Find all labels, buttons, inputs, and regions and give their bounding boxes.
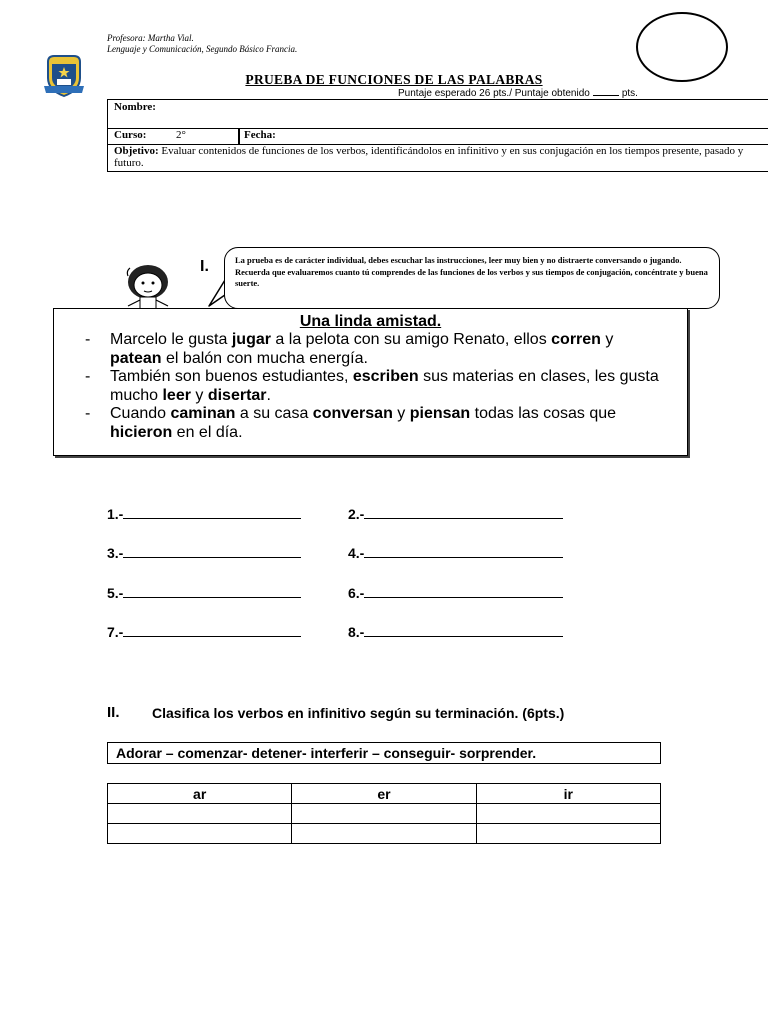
column-er: er xyxy=(292,784,476,804)
answer-3-line[interactable] xyxy=(123,544,301,558)
answer-3[interactable]: 3.- xyxy=(107,544,301,561)
verb-highlight: patean xyxy=(110,349,162,367)
page-title: PRUEBA DE FUNCIONES DE LAS PALABRAS xyxy=(245,72,543,87)
table-row xyxy=(108,804,661,824)
teacher-info xyxy=(107,33,297,55)
story-text: a la pelota con su amigo Renato, ellos xyxy=(270,331,552,348)
objetivo-row xyxy=(108,144,768,172)
objetivo-label: Objetivo: xyxy=(114,145,159,157)
puntaje-line xyxy=(398,87,638,99)
story-text: sus materias en clases, les gusta mucho xyxy=(110,368,659,404)
story-line xyxy=(54,405,687,442)
instructions-bubble: La prueba es de carácter individual, debes escuchar las instrucciones, leer muy bien y no distraerte conversando o jugando. Recuerda que evaluaremos cuanto tú comprendes de las funciones de los verbos y sus tiempos de conjugación, concéntrate y buena suerte. xyxy=(224,247,720,309)
story-text: a su casa xyxy=(235,405,313,422)
verb-highlight: hicieron xyxy=(110,423,173,441)
verb-highlight: jugar xyxy=(231,331,271,348)
verb-highlight: escriben xyxy=(352,368,419,385)
cell-ar-1[interactable] xyxy=(108,804,292,824)
story-text: y xyxy=(600,331,614,348)
fecha-label: Fecha: xyxy=(244,129,276,141)
answer-8[interactable]: 8.- xyxy=(348,623,563,640)
answer-4-line[interactable] xyxy=(364,544,563,558)
answer-4[interactable]: 4.- xyxy=(348,544,563,561)
section1-numeral: I. xyxy=(200,258,209,275)
story-line xyxy=(54,331,687,368)
story-text: todas las cosas que xyxy=(470,405,617,422)
section2-instruction: Clasifica los verbos en infinitivo según su terminación. (6pts.) xyxy=(152,705,565,721)
verb-highlight: leer xyxy=(162,386,191,404)
answer-7[interactable]: 7.- xyxy=(107,623,301,640)
story-line xyxy=(54,368,687,405)
story-text: Marcelo le gusta xyxy=(110,331,232,348)
story-text: y xyxy=(392,405,410,422)
verb-highlight: disertar xyxy=(207,386,267,404)
verb-highlight: caminan xyxy=(170,405,236,422)
verb-highlight: piensan xyxy=(409,405,471,422)
story-list xyxy=(54,331,687,442)
cell-ir-2[interactable] xyxy=(476,824,660,844)
section2-numeral: II. xyxy=(107,704,120,721)
answer-7-line[interactable] xyxy=(123,623,301,637)
verb-highlight: conversan xyxy=(312,405,393,422)
answer-5-line[interactable] xyxy=(123,584,301,598)
story-text: en el día. xyxy=(172,423,243,441)
teacher-name: Profesora: Martha Vial. xyxy=(107,33,194,43)
bullet-dash: - xyxy=(85,331,91,348)
puntaje-prefix: Puntaje esperado 26 pts./ Puntaje obtenido xyxy=(398,88,590,99)
column-ir: ir xyxy=(476,784,660,804)
story-text: . xyxy=(266,386,271,404)
story-text: el balón con mucha energía. xyxy=(161,349,368,367)
cell-er-2[interactable] xyxy=(292,824,476,844)
bullet-dash: - xyxy=(85,405,91,422)
objetivo-text: Evaluar contenidos de funciones de los verbos, identificándolos en infinitivo y en sus conjugación en los tiempos presente, pasado y futuro. xyxy=(114,145,744,169)
story-text: Cuando xyxy=(110,405,171,422)
curso-row xyxy=(108,128,768,145)
answer-1[interactable]: 1.- xyxy=(107,505,301,522)
story-title: Una linda amistad. xyxy=(299,313,442,330)
answer-6[interactable]: 6.- xyxy=(348,584,563,601)
story-box xyxy=(53,308,688,456)
answer-1-line[interactable] xyxy=(123,505,301,519)
objetivo xyxy=(114,145,766,169)
course-info: Lenguaje y Comunicación, Segundo Básico Francia. xyxy=(107,44,298,54)
answer-2[interactable]: 2.- xyxy=(348,505,563,522)
answer-5[interactable]: 5.- xyxy=(107,584,301,601)
bullet-dash: - xyxy=(85,368,91,385)
answer-6-line[interactable] xyxy=(364,584,563,598)
table-row xyxy=(108,824,661,844)
story-text: y xyxy=(190,386,208,404)
verb-highlight: corren xyxy=(551,331,601,348)
fecha-divider xyxy=(239,128,240,144)
curso-label: Curso: xyxy=(114,129,147,141)
answer-2-line[interactable] xyxy=(364,505,563,519)
student-info-table xyxy=(107,99,768,172)
puntaje-blank[interactable] xyxy=(593,87,619,96)
cell-ir-1[interactable] xyxy=(476,804,660,824)
nombre-row[interactable] xyxy=(108,100,768,129)
cell-ar-2[interactable] xyxy=(108,824,292,844)
table-header-row xyxy=(108,784,661,804)
puntaje-suffix: pts. xyxy=(621,88,638,99)
cell-er-1[interactable] xyxy=(292,804,476,824)
story-text: También son buenos estudiantes, xyxy=(110,368,353,385)
classification-table xyxy=(107,783,661,844)
answer-8-line[interactable] xyxy=(364,623,563,637)
column-ar: ar xyxy=(108,784,292,804)
curso-value: 2° xyxy=(176,129,186,141)
verbs-list: Adorar – comenzar- detener- interferir – conseguir- sorprender. xyxy=(107,742,661,764)
nombre-label: Nombre: xyxy=(114,101,156,113)
